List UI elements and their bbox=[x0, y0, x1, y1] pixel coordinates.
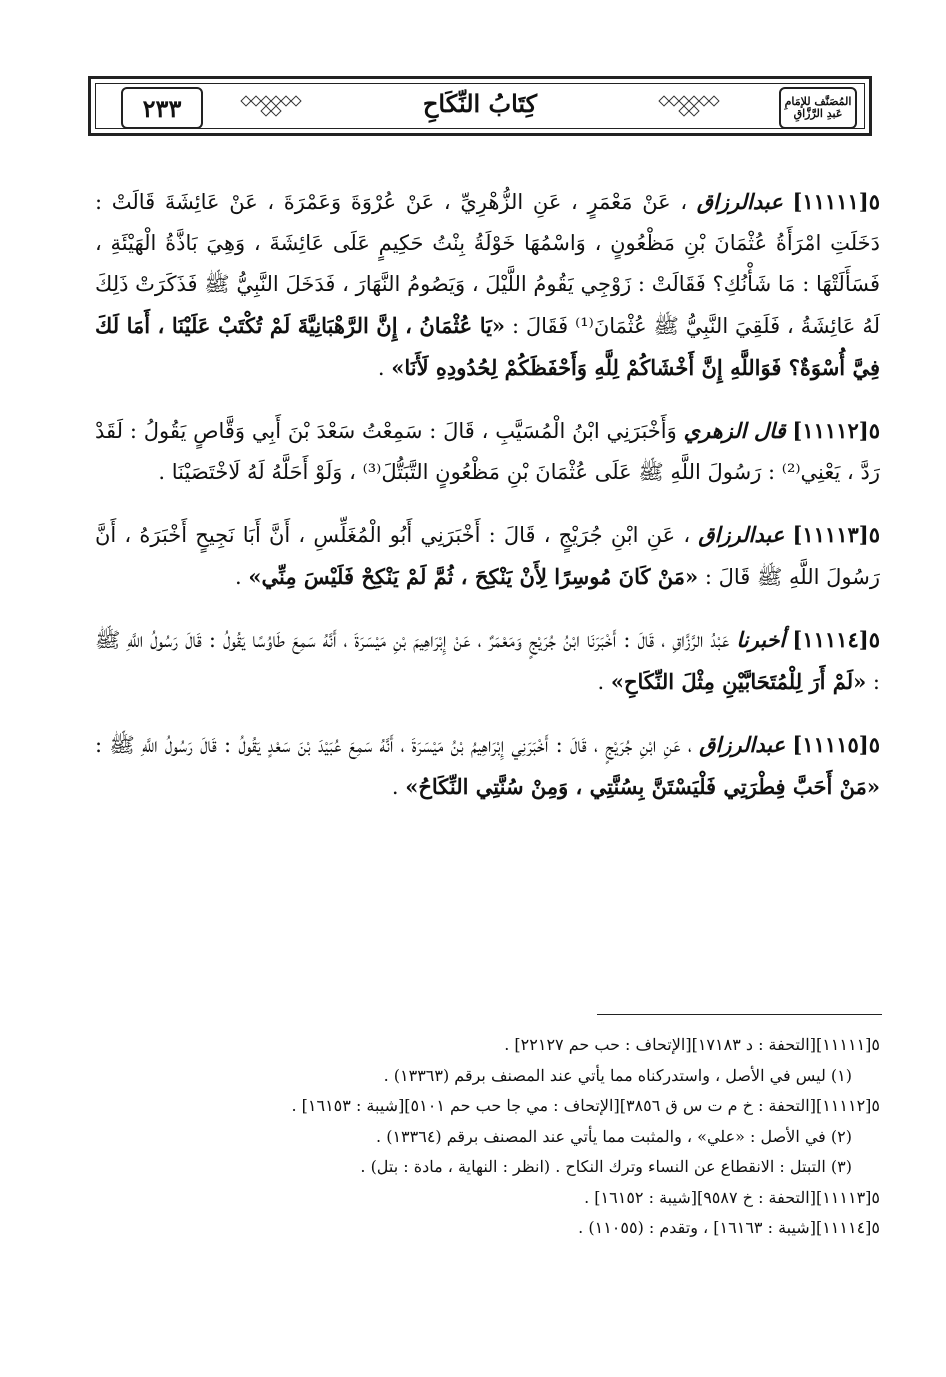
hadith-entry bbox=[95, 724, 880, 808]
hadith-text: ، عَنِ ابْنِ جُرَيْجٍ ، قَالَ : أَخْبَرَنِي إِبْرَاهِيمُ بْنُ مَيْسَرَةَ ، أَنَّهُ سَمِعَ عُبَيْدَ بْنَ سَعْدٍ يَقُولُ : قَالَ رَسُولُ اللَّهِ ﷺ : bbox=[95, 733, 692, 757]
footnote-line: ٥[١١١١٤][شيبة : ١٦١٦٣] ، وتقدم : (١١٠٥٥) . bbox=[578, 1218, 880, 1237]
hadith-text: ، عَنْ مَعْمَرٍ ، عَنِ الزُّهْرِيِّ ، عَنْ عُرْوَةَ وَعَمْرَةَ ، عَنْ عَائِشَةَ قَالَتْ : دَخَلَتِ امْرَأَةُ عُثْمَانَ بْنِ مَظْعُونٍ ، وَاسْمُهَا خَوْلَةُ بِنْتُ حَكِيمٍ عَلَى عَائِشَةَ ، وَهِيَ بَاذَّةُ الْهَيْئَةِ ، فَسَأَلَتْهَا : مَا شَأْنُكِ؟ فَقَالَتْ : زَوْجِي يَقُومُ اللَّيْلَ ، وَيَصُومُ النَّهَارَ ، فَدَخَلَ النَّبِيُّ ﷺ فَذَكَرَتْ ذَلِكَ لَهُ عَائِشَةُ ، فَلَقِيَ النَّبِيُّ ﷺ عُثْمَانَ⁽¹⁾ فَقَالَ : bbox=[95, 190, 880, 338]
footnote-divider bbox=[597, 1014, 882, 1015]
hadith-quote: «يَا عُثْمَانُ ، إِنَّ الرَّهْبَانِيَّةَ لَمْ تُكْتَبْ عَلَيْنَا ، أَمَا لَكَ فِيَّ أُسْوَةٌ؟ فَوَاللَّهِ إِنَّ أَخْشَاكُمْ لِلَّهِ وَأَحْفَظَكُمْ لِحُدُودِهِ لَأَنَا» bbox=[95, 313, 880, 380]
footnote-line: (٣) التبتل : الانقطاع عن النساء وترك النكاح . (انظر : النهاية ، مادة : بتل) . bbox=[360, 1157, 852, 1176]
hadith-entry bbox=[95, 410, 880, 493]
hadith-source: عبدالرزاق bbox=[698, 522, 785, 547]
hadith-number: ٥[١١١١٢] bbox=[792, 418, 880, 443]
hadith-number: ٥[١١١١٤] bbox=[792, 627, 880, 652]
main-text bbox=[95, 160, 880, 817]
hadith-text: وَأَخْبَرَنِي ابْنُ الْمُسَيَّبِ ، قَالَ : سَمِعْتُ سَعْدَ بْنَ أَبِي وَقَّاصٍ يَقُولُ : لَقَدْ رَدَّ ، يَعْنِي⁽²⁾ : رَسُولَ اللَّهِ ﷺ عَلَى عُثْمَانَ بْنِ مَظْعُونٍ التَّبَتُّلَ⁽³⁾ ، وَلَوْ أَحَلَّهُ لَهُ لَاخْتَصَيْنَا . bbox=[95, 419, 880, 484]
hadith-number: ٥[١١١١١] bbox=[792, 189, 880, 214]
page-number: ٢٣٣ bbox=[121, 87, 203, 129]
hadith-source: أخبرنا bbox=[736, 627, 786, 652]
hadith-tail: . bbox=[597, 670, 611, 694]
footnote-line: ٥[١١١١٣][التحفة : خ ٩٥٨٧][شيبة : ١٦١٥٢] . bbox=[584, 1187, 880, 1207]
hadith-entry bbox=[95, 181, 880, 389]
footnote-line: (١) ليس في الأصل ، واستدركناه مما يأتي عند المصنف برقم (١٣٣٦٣) . bbox=[383, 1065, 852, 1085]
hadith-tail: . bbox=[377, 356, 392, 380]
footnote-line: ٥[١١١١٢][التحفة : خ م ت س ق ٣٨٥٦][الإتحاف : مي جا حب حم ٥١٠١][شيبة : ١٦١٥٣] . bbox=[291, 1096, 880, 1115]
chapter-title: كِتَابُ النِّكَاحِ bbox=[422, 89, 538, 118]
book-badge: المُصَنَّف للإمَامِ عَبدِ الرَّزَّاقِ bbox=[779, 87, 857, 129]
hadith-quote: «لَمْ أَرَ لِلْمُتَحَابَّيْنِ مِثْلَ النِّكَاحِ» bbox=[610, 669, 867, 694]
hadith-source: عبدالرزاق bbox=[699, 732, 786, 757]
hadith-tail: . bbox=[235, 565, 249, 589]
hadith-entry bbox=[95, 619, 880, 703]
hadith-quote: «مَنْ أَحَبَّ فِطْرَتِي فَلْيَسْتَنَّ بِسُنَّتِي ، وَمِنْ سُنَّتِي النِّكَاحُ» bbox=[405, 774, 880, 799]
hadith-source: عبدالرزاق bbox=[696, 189, 783, 214]
hadith-text: عَبْدُ الرَّزَّاقِ ، قَالَ : أَخْبَرَنَا ابْنُ جُرَيْجٍ وَمَعْمَرٌ ، عَنْ إِبْرَاهِيمَ بْنِ مَيْسَرَةَ ، أَنَّهُ سَمِعَ طَاوُسًا يَقُولُ : قَالَ رَسُولُ اللَّهِ ﷺ : bbox=[95, 628, 880, 694]
page-header bbox=[88, 76, 872, 136]
hadith-text: ، عَنِ ابْنِ جُرَيْجٍ ، قَالَ : أَخْبَرَنِي أَبُو الْمُغَلِّسِ ، أَنَّ أَبَا نَجِيحٍ أَخْبَرَهُ ، أَنَّ رَسُولَ اللَّهِ ﷺ قَالَ : bbox=[95, 523, 880, 589]
footnote-line: ٥[١١١١١][التحفة : د ١٧١٨٣][الإتحاف : حب حم ٢٢١٢٧] . bbox=[504, 1035, 880, 1054]
hadith-number: ٥[١١١١٣] bbox=[792, 522, 880, 547]
footnotes bbox=[95, 1030, 880, 1244]
hadith-source: قال الزهري bbox=[683, 418, 786, 443]
hadith-number: ٥[١١١١٥] bbox=[792, 732, 880, 757]
hadith-tail: . bbox=[391, 775, 406, 799]
hadith-entry bbox=[95, 514, 880, 598]
footnote-line: (٢) في الأصل : «علي» ، والمثبت مما يأتي عند المصنف برقم (١٣٣٦٤) . bbox=[376, 1126, 852, 1146]
hadith-quote: «مَنْ كَانَ مُوسِرًا لِأَنْ يَنْكِحَ ، ثُمَّ لَمْ يَنْكِحْ فَلَيْسَ مِنِّي» bbox=[248, 564, 699, 589]
